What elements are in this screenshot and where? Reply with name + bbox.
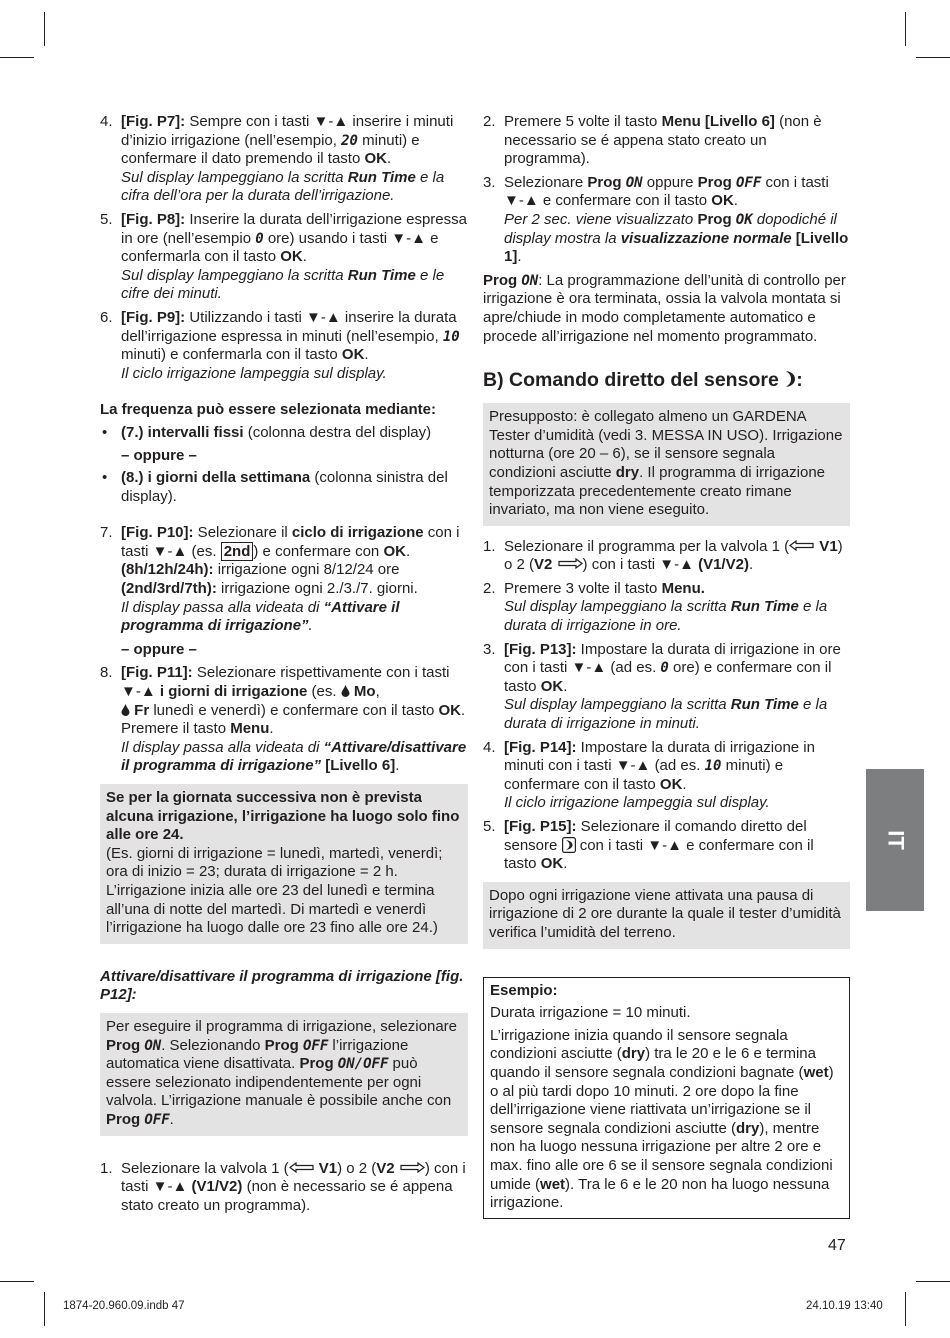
right-arrow-icon [557,558,583,569]
prerequisite-box: Presupposto: è collegato almeno un GARDENA Tester d’umidità (vedi 3. MESSA IN USO). Irrigazione notturna (ore 20 – 6), se il sensore segnala condizioni asciutte dry. Il programma di irrigazione temporizzata precedentemente creato rimane invariato, ma non viene eseguito. [483,403,850,526]
display-digits: OFF [302,1037,329,1054]
display-digits: 10 [442,328,460,345]
display-digits: 10 [704,758,722,775]
crop-mark [44,1292,45,1326]
footer-file: 1874-20.960.09.indb 47 [63,1300,185,1312]
language-tab: IT [866,769,924,911]
sensor-icon [784,370,796,388]
page-number: 47 [828,1237,846,1254]
sensor-icon [562,837,576,853]
right-arrow-icon [399,1162,425,1173]
footer-date: 24.10.19 13:40 [806,1300,883,1312]
droplet-icon [121,704,130,716]
left-arrow-icon [289,1162,315,1173]
list-item: • (7.) intervalli fissi (colonna destra del display) [102,423,432,441]
display-digits: 0 [660,660,669,677]
sensor-step-2: 2. Premere 3 volte il tasto Menu. Sul display lampeggiano la scritta Run Time e la durata di irrigazione in ore. [483,579,828,635]
prog-on-paragraph: Prog ON: La programmazione dell’unità di controllo per irrigazione è ora terminata, ossia la valvola montata si apre/chiude in modo completamente automatico e procede all’irrigazione nel momento programmato. [483,271,846,345]
note-box: Se per la giornata successiva non è prevista alcuna irrigazione, l’irrigazione ha luogo solo fino alle ore 24. (Es. giorni di irrigazione = lunedì, martedì, venerdì; ora di inizio = 23; durata di irrigazione = 2 h. L’irrigazione inizia alle ore 23 del lunedì e termina all’una di notte del martedì. Di martedì e venerdì l’irrigazione ha luogo dalle ore 23 fino alle ore 24.) [100,784,468,944]
step-6: 6. [Fig. P9]: Utilizzando i tasti ▼-▲ inserire la durata dell’irrigazione espressa in minuti (nell’esempio, 10 minuti) e confermarla con il tasto OK. Il ciclo irrigazione lampeggia sul display. [100,308,460,382]
display-digits: 20 [341,132,358,149]
sensor-step-1: 1. Selezionare il programma per la valvola 1 ( V1) o 2 (V2 ) con i tasti ▼-▲ (V1/V2). [483,537,843,574]
sensor-step-5: 5. [Fig. P15]: Selezionare il comando diretto del sensore con i tasti ▼-▲ e confermare con il tasto OK. [483,818,814,873]
display-digits: OFF [735,174,762,191]
step-3: 3. Selezionare Prog ON oppure Prog OFF con i tasti ▼-▲ e confermare con il tasto OK. Per 2 sec. viene visualizzato Prog OK dopodiché il display mostra la visualizzazione normale [Livello 1]. [483,173,849,266]
step-7: 7. [Fig. P10]: Selezionare il ciclo di irrigazione con i tasti ▼-▲ (es. 2nd ) e confermare con OK. (8h/12h/24h): irrigazione ogni 8/12/24 ore (2nd/3rd/7th): irrigazione ogni 2./3./7. giorni. Il display passa alla videata di “Attivare il programma di irrigazione”. [100,524,460,635]
oppure-label: – oppure – [121,640,197,658]
crop-mark [0,1281,34,1282]
step-4: 4. [Fig. P7]: Sempre con i tasti ▼-▲ inserire i minuti d’inizio irrigazione (nell’esempio, 20 minuti) e confermare il dato premendo il tasto OK. Sul display lampeggiano la scritta Run Time e la cifra dell’ora per la durata dell’irrigazione. [100,113,454,205]
example-title: Esempio: [490,981,558,999]
activate-heading: Attivare/disattivare il programma di irrigazione [fig. P12]: [100,967,464,1004]
left-arrow-icon [789,540,815,551]
step-1: 1. Selezionare la valvola 1 ( V1) o 2 (V2 ) con i tasti ▼-▲ (V1/V2) (non è necessario se é appena stato creato un programma). [100,1159,466,1214]
crop-mark [0,57,34,58]
crop-mark [905,1292,906,1326]
step-8: 8. [Fig. P11]: Selezionare rispettivamente con i tasti ▼-▲ i giorni di irrigazione (es. Mo, Fr lunedì e venerdì) e confermare con il tasto OK. Premere il tasto Menu. Il display passa alla videata di “Attivare/disattivare il programma di irrigazione” [Livello 6]. [100,664,467,775]
left-column [100,113,468,1220]
crop-mark [916,1281,950,1282]
program-note-box: Per eseguire il programma di irrigazione, selezionare Prog ON. Selezionando Prog OFF l’irrigazione automatica viene disattivata. Prog ON/OFF può essere selezionato indipendentemente per ogni valvola. L’irrigazione manuale è possibile anche con Prog OFF. [100,1013,468,1136]
display-frame: 2nd [221,542,254,561]
display-digits: ON [144,1037,162,1054]
crop-mark [44,12,45,46]
display-digits: OK [735,211,753,228]
sensor-step-4: 4. [Fig. P14]: Impostare la durata di irrigazione in minuti con i tasti ▼-▲ (ad es. 10 minuti) e confermare con il tasto OK. Il ciclo irrigazione lampeggia sul display. [483,738,815,812]
display-digits: ON [625,174,643,191]
display-digits: ON [521,272,539,289]
step-5: 5. [Fig. P8]: Inserire la durata dell’irrigazione espressa in ore (nell’esempio 0 ore) usando i tasti ▼-▲ e confermarla con il tasto OK. Sul display lampeggiano la scritta Run Time e le cifre dei minuti. [100,210,467,303]
step-2: 2. Premere 5 volte il tasto Menu [Livello 6] (non è necessario se é appena stato creato un programma). [483,113,822,168]
droplet-icon [341,685,350,697]
right-column [483,113,850,1219]
section-title: B) Comando diretto del sensore : [483,369,803,392]
crop-mark [905,12,906,46]
crop-mark [916,57,950,58]
display-digits: ON/OFF [337,1056,389,1073]
list-item: • (8.) i giorni della settimana (colonna sinistra del display). [102,469,448,505]
display-digits: OFF [144,1111,170,1128]
display-digits: 0 [255,230,264,247]
sensor-step-3: 3. [Fig. P13]: Impostare la durata di irrigazione in ore con i tasti ▼-▲ (ad es. 0 ore) e confermare con il tasto OK. Sul display lampeggiano la scritta Run Time e la durata di irrigazione in minuti. [483,640,841,733]
oppure-label: – oppure – [121,446,197,464]
example-box: Esempio: Durata irrigazione = 10 minuti. L’irrigazione inizia quando il sensore segnala condizioni asciutte (dry) tra le 20 e le 6 e termina quando il sensore segnala condizioni bagnate (wet) o al più tardi dopo 10 minuti. 2 ore dopo la fine dell’irrigazione viene riattivata un’irrigazione se il sensore segnala condizioni asciutte (dry), mentre non ha luogo nessuna irrigazione per altre 2 ore e max. fino alle ore 6 se il sensore segnala condizioni umide (wet). Tra le 6 e le 20 non ha luogo nessuna irrigazione. [483,977,850,1219]
pause-note-box: Dopo ogni irrigazione viene attivata una pausa di irrigazione di 2 ore durante la quale il tester d’umidità verifica l’umidità del terreno. [483,882,850,949]
frequency-heading: La frequenza può essere selezionata mediante: [100,401,436,419]
